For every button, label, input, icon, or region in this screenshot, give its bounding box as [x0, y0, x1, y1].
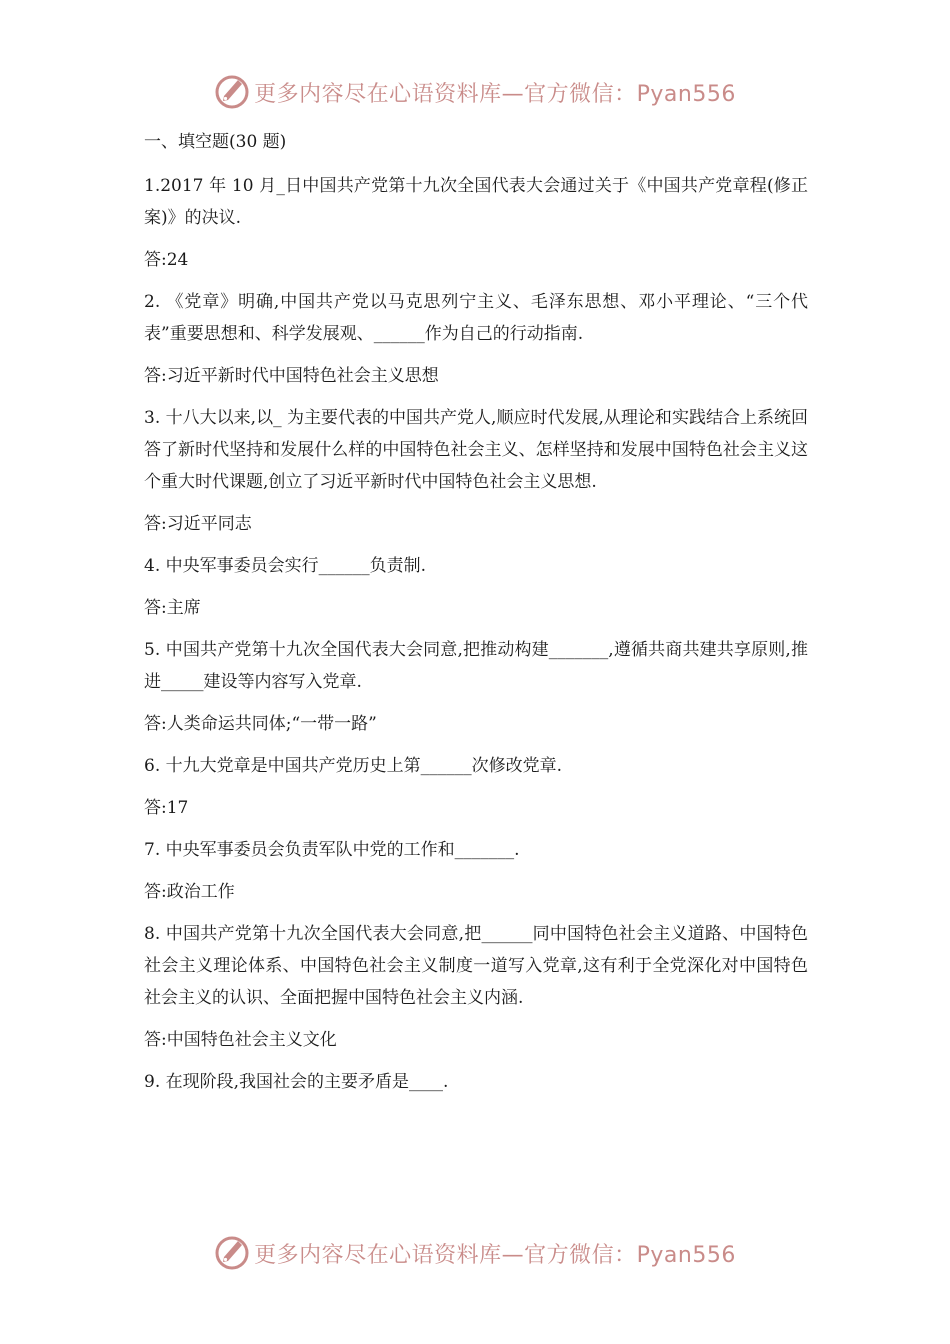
answer-5: 答:人类命运共同体;“一带一路” [144, 714, 377, 734]
answer-8: 答:中国特色社会主义文化 [144, 1030, 337, 1050]
watermark-banner-top [0, 72, 950, 112]
question-7: 7. 中央军事委员会负责军队中党的工作和_______. [144, 840, 520, 860]
section-heading: 一、填空题(30 题) [144, 132, 287, 152]
question-4: 4. 中央军事委员会实行______负责制. [144, 556, 427, 576]
watermark-text: 更多内容尽在心语资料库—官方微信：Pyan556 [254, 1242, 736, 1268]
answer-6: 答:17 [144, 798, 189, 818]
answer-3: 答:习近平同志 [144, 514, 252, 534]
question-5: 5. 中国共产党第十九次全国代表大会同意,把推动构建_______,遵循共商共建共享原则,推进_____建设等内容写入党章. [144, 640, 808, 692]
watermark-text: 更多内容尽在心语资料库—官方微信：Pyan556 [254, 81, 736, 107]
question-8: 8. 中国共产党第十九次全国代表大会同意,把______同中国特色社会主义道路、中国特色社会主义理论体系、中国特色社会主义制度一道写入党章,这有利于全党深化对中国特色社会主义的认识、全面把握中国特色社会主义内涵. [144, 924, 808, 1008]
answer-4: 答:主席 [144, 598, 201, 618]
answer-2: 答:习近平新时代中国特色社会主义思想 [144, 366, 439, 386]
answer-1: 答:24 [144, 250, 189, 270]
pen-nib-circle-logo [214, 1235, 250, 1271]
document-body [144, 126, 808, 1108]
answer-7: 答:政治工作 [144, 882, 235, 902]
watermark-banner-bottom [0, 1233, 950, 1273]
question-1: 1.2017 年 10 月_日中国共产党第十九次全国代表大会通过关于《中国共产党章程(修正案)》的决议. [144, 176, 808, 228]
question-3: 3. 十八大以来,以_ 为主要代表的中国共产党人,顺应时代发展,从理论和实践结合上系统回答了新时代坚持和发展什么样的中国特色社会主义、怎样坚持和发展中国特色社会主义这个重大时代课题,创立了习近平新时代中国特色社会主义思想. [144, 408, 808, 492]
question-2: 2. 《党章》明确,中国共产党以马克思列宁主义、毛泽东思想、邓小平理论、“三个代表”重要思想和、科学发展观、______作为自己的行动指南. [144, 292, 808, 344]
pen-nib-circle-logo [214, 74, 250, 110]
question-9: 9. 在现阶段,我国社会的主要矛盾是____. [144, 1072, 449, 1092]
question-6: 6. 十九大党章是中国共产党历史上第______次修改党章. [144, 756, 563, 776]
